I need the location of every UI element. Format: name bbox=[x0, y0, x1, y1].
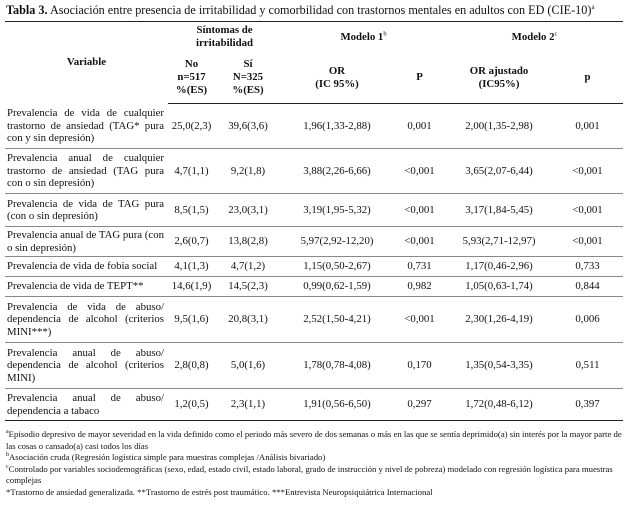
cell-si: 9,2(1,8) bbox=[230, 164, 266, 177]
cell-p2: 0,006 bbox=[575, 313, 600, 326]
header-si-n: N=325 bbox=[232, 71, 264, 84]
cell-or-adj: 1,17(0,46-2,96) bbox=[465, 260, 533, 273]
cell-variable: Prevalencia anual de abuso/ dependencia de alcohol (criterios MINI) bbox=[7, 346, 164, 384]
cell-or: 5,97(2,92-12,20) bbox=[300, 235, 374, 248]
table-row bbox=[5, 257, 623, 277]
cell-p2: <0,001 bbox=[572, 164, 603, 177]
cell-no: 25,0(2,3) bbox=[171, 119, 212, 132]
cell-p2: 0,733 bbox=[575, 260, 600, 273]
table-row bbox=[5, 297, 623, 343]
cell-p2: 0,397 bbox=[575, 398, 600, 411]
header-model1-label: Modelo 1 bbox=[340, 30, 384, 43]
header-si-es: %(ES) bbox=[232, 84, 264, 97]
header-or bbox=[281, 53, 393, 104]
cell-p2: <0,001 bbox=[572, 203, 603, 216]
table-row bbox=[5, 194, 623, 227]
cell-no: 14,6(1,9) bbox=[171, 280, 212, 293]
cell-or-adj: 5,93(2,71-12,97) bbox=[462, 235, 536, 248]
cell-no: 8,5(1,5) bbox=[174, 203, 209, 216]
cell-or-adj: 1,72(0,48-6,12) bbox=[465, 398, 533, 411]
header-model1 bbox=[281, 22, 446, 53]
cell-or: 1,91(0,56-6,50) bbox=[303, 398, 371, 411]
footnote-b-text: Asociación cruda (Regresión logística simple para muestras complejas /Análisis bivariado) bbox=[9, 452, 326, 463]
cell-si: 5,0(1,6) bbox=[230, 359, 266, 372]
header-p2: p bbox=[552, 53, 623, 104]
cell-si: 20,8(3,1) bbox=[228, 313, 268, 326]
cell-p1: 0,297 bbox=[407, 398, 432, 411]
cell-variable: Prevalencia anual de cualquier trastorno de ansiedad (TAG pura con o sin depresión) bbox=[7, 152, 164, 190]
cell-or: 1,78(0,78-4,08) bbox=[303, 359, 371, 372]
cell-p1: 0,001 bbox=[407, 119, 432, 132]
cell-or: 1,15(0,50-2,67) bbox=[303, 260, 371, 273]
header-no bbox=[168, 53, 215, 104]
cell-p2: 0,844 bbox=[575, 280, 600, 293]
cell-p2: 0,511 bbox=[575, 359, 600, 372]
cell-or: 2,52(1,50-4,21) bbox=[303, 313, 371, 326]
table-row bbox=[5, 104, 623, 149]
header-no-label: No bbox=[184, 58, 199, 71]
cell-no: 2,8(0,8) bbox=[174, 359, 209, 372]
cell-or: 1,96(1,33-2,88) bbox=[303, 119, 371, 132]
table-row bbox=[5, 389, 623, 421]
cell-si: 23,0(3,1) bbox=[228, 203, 268, 216]
cell-or-adj: 3,65(2,07-6,44) bbox=[465, 164, 533, 177]
footnote-a-sup: a bbox=[6, 429, 9, 436]
cell-or-adj: 2,30(1,26-4,19) bbox=[465, 313, 533, 326]
cell-no: 4,7(1,1) bbox=[174, 164, 209, 177]
cell-si: 2,3(1,1) bbox=[230, 398, 266, 411]
cell-variable: Prevalencia anual de TAG pura (con o sin depresión) bbox=[7, 229, 164, 254]
header-si bbox=[215, 53, 281, 104]
caption-text: Asociación entre presencia de irritabilidad y comorbilidad con trastornos mentales en adultos con ED (CIE-10) bbox=[49, 3, 592, 17]
footnote-a bbox=[6, 429, 622, 452]
header-model2 bbox=[446, 22, 623, 53]
cell-p1: <0,001 bbox=[404, 203, 435, 216]
table-caption bbox=[6, 3, 624, 18]
cell-p2: 0,001 bbox=[575, 119, 600, 132]
cell-si: 13,8(2,8) bbox=[228, 235, 268, 248]
cell-or-adj: 1,05(0,63-1,74) bbox=[465, 280, 533, 293]
cell-variable: Prevalencia de vida de fobia social bbox=[7, 260, 158, 273]
header-si-label: Sí bbox=[243, 58, 253, 71]
header-or-adj bbox=[446, 53, 552, 104]
cell-variable: Prevalencia de vida de cualquier trastorno de ansiedad (TAG* pura con y sin depresión) bbox=[7, 107, 164, 144]
cell-si: 4,7(1,2) bbox=[230, 260, 266, 273]
header-model2-sup: c bbox=[554, 30, 558, 38]
cell-or: 3,88(2,26-6,66) bbox=[303, 164, 371, 177]
cell-si: 39,6(3,6) bbox=[228, 119, 268, 132]
cell-p1: <0,001 bbox=[404, 313, 435, 326]
footnote-b-sup: b bbox=[6, 452, 9, 459]
header-variable: Variable bbox=[5, 22, 168, 104]
cell-p1: <0,001 bbox=[404, 235, 435, 248]
table-footnotes bbox=[6, 429, 622, 499]
cell-no: 1,2(0,5) bbox=[174, 398, 209, 411]
table-row bbox=[5, 343, 623, 389]
caption-sup: a bbox=[591, 2, 595, 11]
header-or-adj-ic: (IC95%) bbox=[478, 77, 520, 90]
header-model1-sup: b bbox=[383, 30, 387, 38]
cell-or: 0,99(0,62-1,59) bbox=[303, 280, 371, 293]
cell-or-adj: 2,00(1,35-2,98) bbox=[465, 119, 533, 132]
comorbidity-table bbox=[5, 21, 623, 421]
cell-p1: <0,001 bbox=[404, 164, 435, 177]
cell-p1: 0,731 bbox=[407, 260, 432, 273]
cell-variable: Prevalencia de vida de TAG pura (con o sin depresión) bbox=[7, 197, 164, 222]
header-model2-label: Modelo 2 bbox=[511, 30, 555, 43]
cell-si: 14,5(2,3) bbox=[228, 280, 268, 293]
header-p1: P bbox=[393, 53, 446, 104]
footnote-a-text: Episodio depresivo de mayor severidad en la vida definido como el periodo más severo de dos semanas o más en las que se sentía deprimido(a) sin interés por la mayor parte de las cosas o cansado(a) casi todos los días bbox=[6, 429, 622, 451]
table-row bbox=[5, 227, 623, 257]
cell-p1: 0,170 bbox=[407, 359, 432, 372]
footnote-c-text: Controlado por variables sociodemográficas (sexo, edad, estado civil, estado laboral, grado de instrucción y nivel de pobreza) modelado con regresión logística para muestras complejas bbox=[6, 463, 613, 486]
cell-no: 9,5(1,6) bbox=[174, 313, 209, 326]
header-or-adj-label: OR ajustado bbox=[469, 64, 529, 77]
table-row bbox=[5, 277, 623, 297]
cell-or-adj: 3,17(1,84-5,45) bbox=[465, 203, 533, 216]
cell-variable: Prevalencia anual de abuso/ dependencia a tabaco bbox=[7, 392, 164, 417]
cell-no: 4,1(1,3) bbox=[174, 260, 209, 273]
cell-or: 3,19(1,95-5,32) bbox=[303, 203, 371, 216]
footnote-b bbox=[6, 452, 622, 464]
header-row-1 bbox=[5, 22, 623, 53]
cell-p2: <0,001 bbox=[572, 235, 603, 248]
cell-variable: Prevalencia de vida de abuso/ dependencia de alcohol (criterios MINI***) bbox=[7, 300, 164, 338]
footnote-c bbox=[6, 464, 622, 487]
header-no-es: %(ES) bbox=[175, 84, 208, 97]
header-or-ic: (IC 95%) bbox=[315, 77, 359, 90]
footnote-c-sup: c bbox=[6, 463, 9, 470]
cell-p1: 0,982 bbox=[407, 280, 432, 293]
cell-variable: Prevalencia de vida de TEPT** bbox=[7, 280, 144, 293]
table-row bbox=[5, 149, 623, 194]
header-no-n: n=517 bbox=[177, 71, 206, 84]
header-or-label: OR bbox=[328, 64, 346, 77]
caption-label: Tabla 3. bbox=[6, 3, 48, 17]
cell-or-adj: 1,35(0,54-3,35) bbox=[465, 359, 533, 372]
cell-no: 2,6(0,7) bbox=[174, 235, 209, 248]
footnote-d: *Trastorno de ansiedad generalizada. **Trastorno de estrés post traumático. ***Entrevista Neuropsiquiátrica Internacional bbox=[6, 486, 433, 497]
header-symptoms: Síntomas de irritabilidad bbox=[168, 22, 281, 53]
